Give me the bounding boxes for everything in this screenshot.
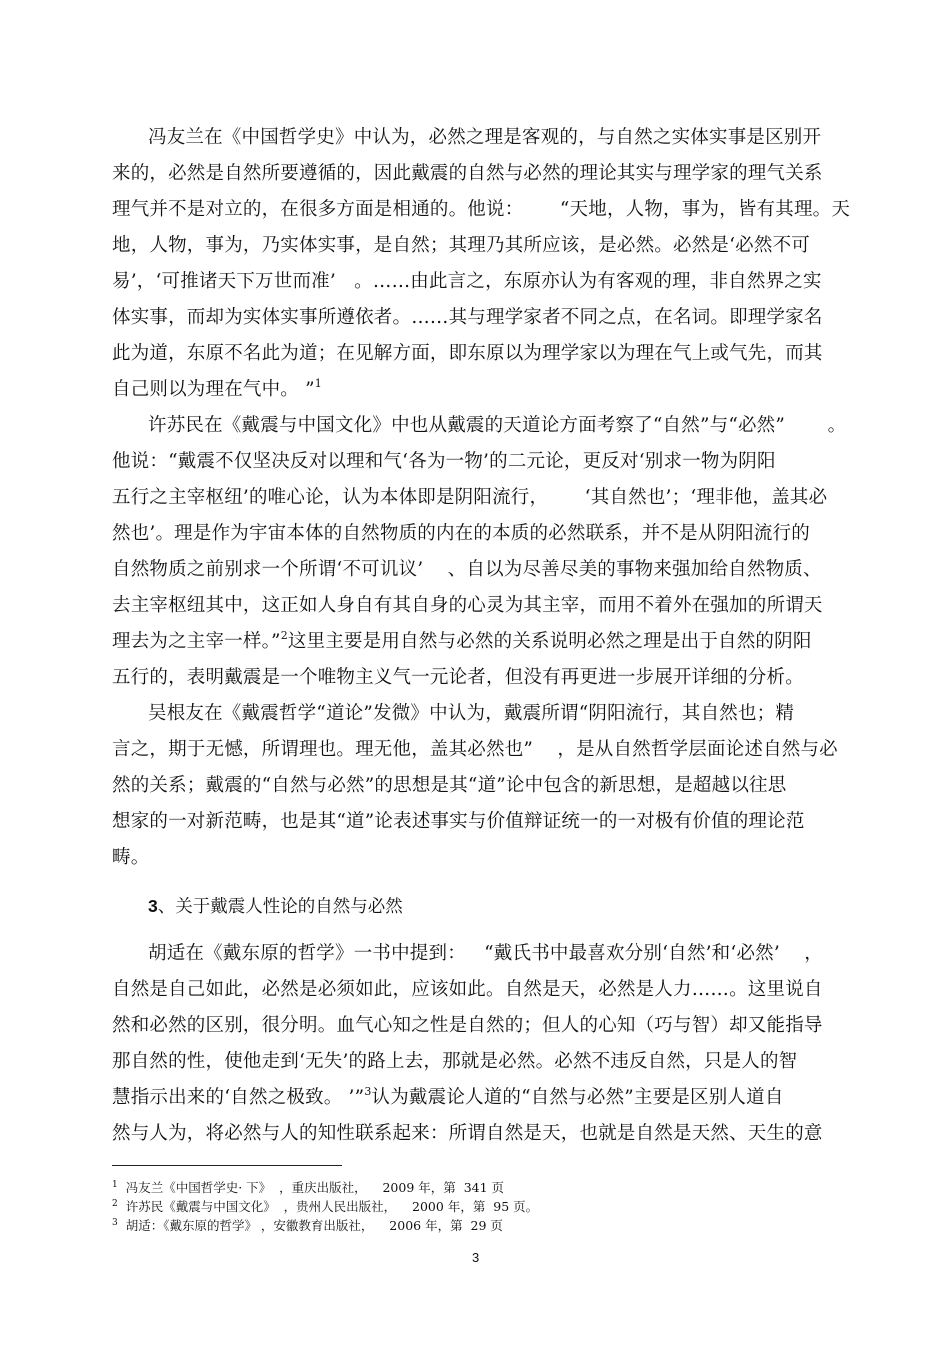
- body-line: 五行之主宰枢纽’的唯心论，认为本体即是阴阳流行， ‘其自然也’；‘理非他，盖其必: [112, 487, 828, 508]
- body-line: 吴根友在《戴震哲学“道论”发微》中认为，戴震所谓“阴阳流行，其自然也；精: [148, 703, 795, 724]
- body-line-text: 认为戴震论人道的“自然与必然”主要是区别人道自: [371, 1087, 784, 1108]
- body-line: 想家的一对新范畴，也是其“道”论表述事实与价值辩证统一的一对极有价值的理论范: [112, 811, 805, 832]
- body-line: 五行的，表明戴震是一个唯物主义气一元论者，但没有再更进一步展开详细的分析。: [112, 667, 804, 688]
- footnote-mark: 3: [112, 1218, 118, 1228]
- footnote-ref-2[interactable]: 2: [280, 629, 288, 642]
- body-line-text: 慧指示出来的‘自然之极致。 ’”: [112, 1087, 365, 1108]
- body-line: 理气并不是对立的，在很多方面是相通的。他说： “天地，人物，事为，皆有其理。天: [112, 199, 851, 220]
- footnote-divider: [112, 1165, 342, 1166]
- footnote-mark: 1: [112, 1180, 118, 1190]
- body-line: 此为道，东原不名此为道；在见解方面，即东原以为理学家以为理在气上或气先，而其: [112, 343, 823, 364]
- body-line: 畴。: [112, 847, 150, 868]
- body-line-text: 理去为之主宰一样。”: [112, 631, 281, 652]
- footnote-ref-1[interactable]: 1: [314, 377, 322, 390]
- body-line-text: 自己则以为理在气中。 ”: [112, 379, 315, 400]
- body-line: [112, 630, 812, 654]
- body-line: [112, 1086, 784, 1110]
- footnote: [112, 1218, 503, 1234]
- body-line: 易’，‘可推诸天下万世而准’ 。……由此言之，东原亦认为有客观的理，非自然界之实: [112, 271, 822, 292]
- body-line: 言之，期于无憾，所谓理也。理无他，盖其必然也” ，是从自然哲学层面论述自然与必: [112, 739, 838, 760]
- body-line: 许苏民在《戴震与中国文化》中也从戴震的天道论方面考察了“自然”与“必然” 。: [148, 415, 847, 436]
- body-line: 他说：“戴震不仅坚决反对以理和气‘各为一物’的二元论，更反对‘别求一物为阴阳: [112, 451, 776, 472]
- footnote-text: 许苏民《戴震与中国文化》 ，贵州人民出版社， 2000 年，第 95 页。: [125, 1199, 539, 1214]
- body-line: 地，人物，事为，乃实体实事，是自然；其理乃其所应该，是必然。必然是‘必然不可: [112, 235, 810, 256]
- footnote-text: 胡适：《戴东原的哲学》 ，安徽教育出版社， 2006 年，第 29 页: [125, 1218, 503, 1233]
- page-number: 3: [472, 1250, 480, 1265]
- section-heading: [148, 894, 403, 919]
- body-line: 自然是自己如此，必然是必须如此，应该如此。自然是天，必然是人力……。这里说自: [112, 979, 823, 1000]
- body-line: 冯友兰在《中国哲学史》中认为，必然之理是客观的，与自然之实体实事是区别开: [148, 127, 822, 148]
- body-line: 然也’。理是作为宇宙本体的自然物质的内在的本质的必然联系，并不是从阴阳流行的: [112, 523, 810, 544]
- body-line: [112, 378, 322, 402]
- section-number: 3: [148, 896, 158, 916]
- footnote-mark: 2: [112, 1199, 118, 1209]
- body-line: 然与人为，将必然与人的知性联系起来：所谓自然是天，也就是自然是天然、天生的意: [112, 1123, 823, 1144]
- body-line: 去主宰枢纽其中，这正如人身自有其自身的心灵为其主宰，而用不着外在强加的所谓天: [112, 595, 823, 616]
- footnote: [112, 1180, 504, 1196]
- body-line: 然和必然的区别，很分明。血气心知之性是自然的；但人的心知（巧与智）却又能指导: [112, 1015, 823, 1036]
- body-line: 胡适在《戴东原的哲学》一书中提到： “戴氏书中最喜欢分别‘自然’和‘必然’ ，: [148, 943, 823, 964]
- body-line: 那自然的性，使他走到‘无失’的路上去，那就是必然。必然不违反自然，只是人的智: [112, 1051, 798, 1072]
- footnote: [112, 1199, 538, 1215]
- body-line: 自然物质之前别求一个所谓‘不可讥议’ 、自以为尽善尽美的事物来强加给自然物质、: [112, 559, 822, 580]
- body-line: 体实事，而却为实体实事所遵依者。……其与理学家者不同之点，在名词。即理学家名: [112, 307, 823, 328]
- body-line: 然的关系；戴震的“自然与必然”的思想是其“道”论中包含的新思想，是超越以往思: [112, 775, 787, 796]
- footnote-text: 冯友兰《中国哲学史· 下》 ，重庆出版社， 2009 年，第 341 页: [125, 1180, 505, 1195]
- footnote-ref-3[interactable]: 3: [364, 1085, 372, 1098]
- body-line-text: 这里主要是用自然与必然的关系说明必然之理是出于自然的阴阳: [287, 631, 812, 652]
- body-line: 来的，必然是自然所要遵循的，因此戴震的自然与必然的理论其实与理学家的理气关系: [112, 163, 823, 184]
- section-title: 、关于戴震人性论的自然与必然: [157, 897, 403, 917]
